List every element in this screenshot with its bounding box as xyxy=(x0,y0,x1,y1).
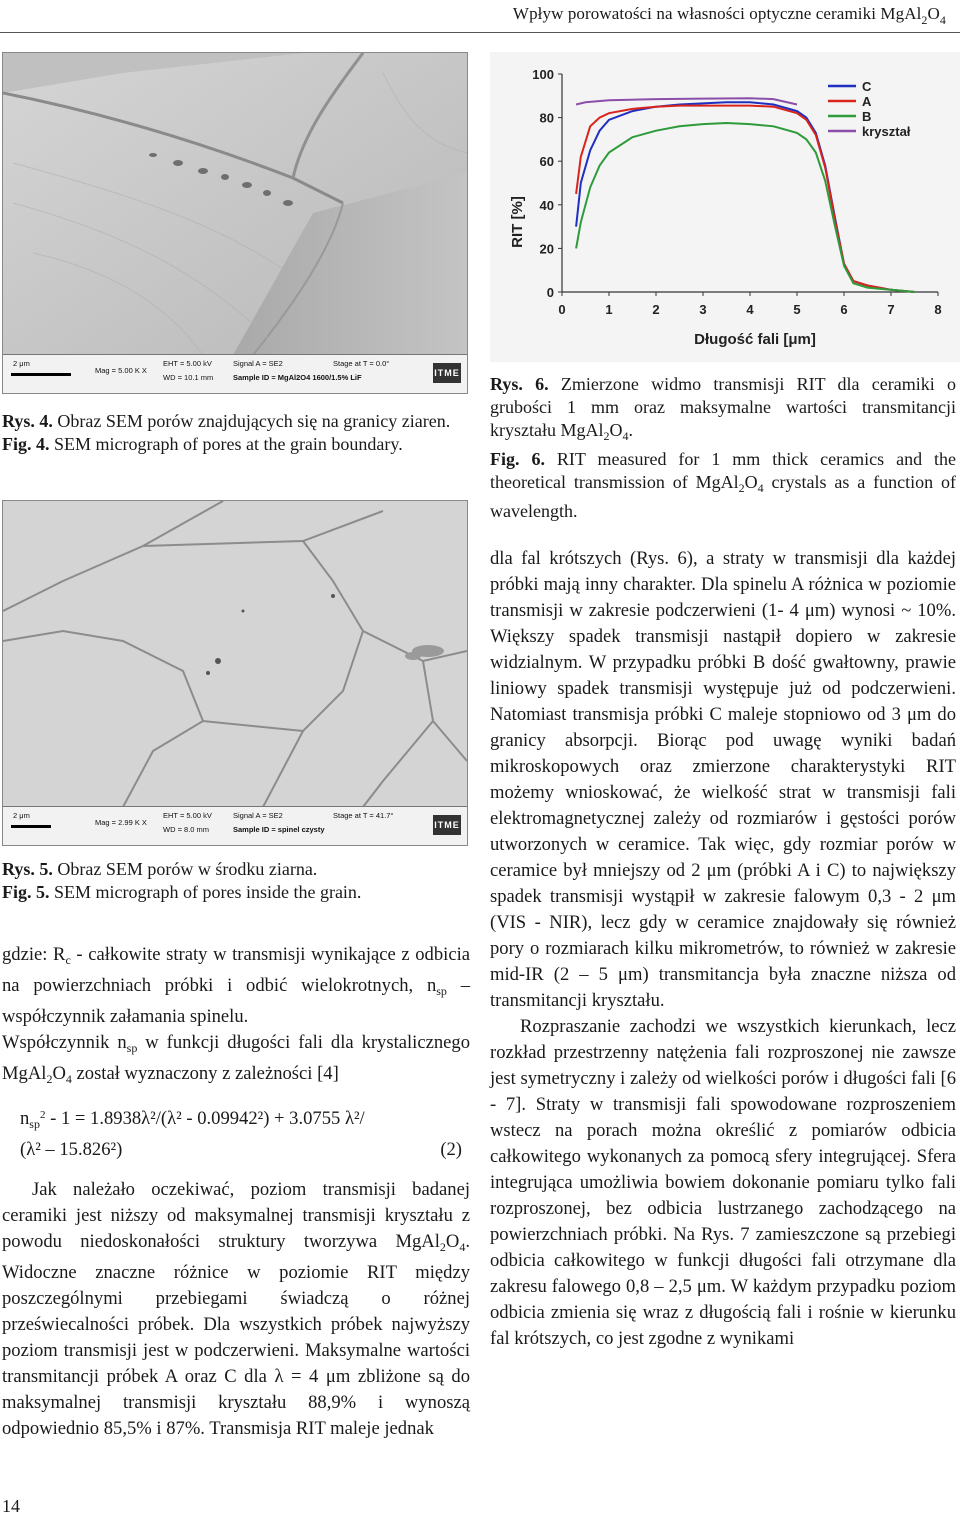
sem-grain-texture xyxy=(3,501,467,807)
wspolczynnik-paragraph: Współczynnik $n_{sp}$ w funkcji długości fali dla krystalicznego $MgAl_2O_4$ został wyznaczony z zależności [4] xyxy=(2,1032,470,1086)
x-tick-label: 2 xyxy=(652,302,660,317)
x-tick-label: 6 xyxy=(840,302,848,317)
legend-label-3: B xyxy=(862,109,872,124)
legend-label-1: C xyxy=(862,79,872,94)
sem-image-fig4 xyxy=(2,52,468,394)
page-number: 14 xyxy=(2,1496,20,1516)
fig5-caption-pl: Rys. 5. Obraz SEM porów w środku ziarna. xyxy=(2,859,318,879)
fig4-caption-pl: Rys. 4. Obraz SEM porów znajdujących się na granicy ziaren. xyxy=(2,411,451,431)
equation-line-2: (λ² – 15.826²) (2) xyxy=(2,1137,470,1163)
header-rule xyxy=(0,32,960,33)
right-paragraph-2: Rozpraszanie zachodzi we wszystkich kierunkach, lecz rozkład przestrzenny natężenia fali rozproszonej nie zawsze jest symetryczny i zależy od wielkości porów i długości fali [6 - 7]. Straty w transmisji fali spowodowane rozproszeniem wstecz na porach można określić z pomiarów odbicia całkowitego wykonanych za pomocą sfery integrującej. Sfera integrująca umożliwia bowiem dokonanie pomiaru tylko fali rozproszonej, bez odbicia lustrzanego zachodzącego na powierzchniach próbki. Na Rys. 7 zamieszczone są przebiegi odbicia całkowitego w funkcji długości fali otrzymane dla zakresu falowego 0,8 – 2,5 μm. W każdym przypadku poziom odbicia zmienia się wraz z długością fali i rośnie w kierunku fal krótszych, co jest zgodne z wynikami xyxy=(490,1016,956,1349)
right-column xyxy=(490,546,956,1352)
fig4-caption-en: Fig. 4. SEM micrograph of pores at the grain boundary. xyxy=(2,434,403,454)
eht-label: EHT = 5.00 kV xyxy=(163,811,212,820)
scale-label: 2 μm xyxy=(13,811,30,820)
discussion-paragraph: Jak należało oczekiwać, poziom transmisji badanej ceramiki jest niższy od maksymalnej transmisji kryształu z powodu niedoskonałości struktury tworzywa $MgAl_2O_4$. Widoczne znaczne różnice w poziomie RIT między poszczególnymi przebiegami świadczą o różnej przeświecalności próbek. Dla wszystkich próbek najwyższy poziom transmisji jest w podczerwieni. Maksymalne wartości transmitancji próbek A oraz C dla λ = 4 μm zbliżone są do maksymalnej transmisji kryształu 88,9% i wynoszą odpowiednio 85,5% i 87%. Transmisja RIT maleje jednak xyxy=(2,1179,470,1439)
sample-label: Sample ID = MgAl2O4 1600/1.5% LiF xyxy=(233,373,362,382)
mag-label: Mag = 5.00 K X xyxy=(95,366,147,375)
gdzie-paragraph: gdzie: $R_c$ - całkowite straty w transmisji wynikające z odbicia na powierzchniach próbki i odbić wielokrotnych, $n_{sp}$ – współczynnik załamania spinelu. xyxy=(2,944,470,1027)
legend-label-2: A xyxy=(862,94,872,109)
signal-label: Signal A = SE2 xyxy=(233,811,283,820)
left-column xyxy=(2,942,470,1442)
scale-bar xyxy=(11,373,71,376)
itme-logo: ITME xyxy=(433,815,461,835)
mag-label: Mag = 2.99 K X xyxy=(95,818,147,827)
plot-area xyxy=(562,74,938,292)
x-tick-label: 8 xyxy=(934,302,942,317)
equation-line-1: $n_{sp}^2 - 1 = 1.8938\lambda^2/(\lambda^2 - 0.09942^2) + 3.0755$ λ²/ xyxy=(20,1108,365,1131)
y-tick-label: 80 xyxy=(539,110,554,126)
y-tick-label: 100 xyxy=(532,67,554,82)
x-tick-label: 4 xyxy=(746,302,754,317)
stage-label: Stage at T = 41.7° xyxy=(333,811,394,820)
equation-number: (2) xyxy=(440,1139,462,1160)
scale-label: 2 μm xyxy=(13,359,30,368)
sem-info-bar-fig4 xyxy=(3,354,467,393)
fig5-caption-en: Fig. 5. SEM micrograph of pores inside the grain. xyxy=(2,882,362,902)
scale-bar xyxy=(11,825,51,828)
y-tick-label: 40 xyxy=(539,197,554,213)
right-paragraph-1: dla fal krótszych (Rys. 6), a straty w transmisji dla każdej próbki mają inny charakter. Dla spinelu A różnica w poziomie transmisji w zakresie podczerwieni (1- 4 μm) wynosi ~ 10%. Większy spadek transmisji nastąpił dopiero w zakresie widzialnym. W przypadku próbki B dość gwałtowny, prawie liniowy spadek transmisji występuje już od podczerwieni. Natomiast transmisja próbki C maleje stopniowo od 3 μm do granicy absorpcji. Biorąc pod uwagę wyniki badań mikroskopowych oraz zmierzone charakterystyki RIT możemy wnioskować, że wielkość strat w transmisji fali elektromagnetycznej zależy od rozmiarów i gęstości porów utworzonych w ceramice. Tak więc, gdy rozmiar porów w ceramice był mniejszy od 2 μm (próbki A i C) to największy spadek transmisji wystąpił w zakresie falowym 0,3 - 2 μm (VIS - NIR), lecz gdy w ceramice znajdowały się również pory o rozmiarach kilku mikrometrów, to również w zakresie mid-IR (2 – 5 μm) transmitancja była znaczne niższa od transmitancji kryształu. xyxy=(490,548,956,1011)
wd-label: WD = 10.1 mm xyxy=(163,373,214,382)
fig4-caption xyxy=(2,410,472,456)
legend-label-4: kryształ xyxy=(862,124,911,139)
rit-chart xyxy=(490,52,960,362)
wd-label: WD = 8.0 mm xyxy=(163,825,210,834)
rit-chart-svg xyxy=(490,52,960,362)
y-tick-label: 20 xyxy=(539,241,554,257)
y-tick-label: 0 xyxy=(546,285,554,300)
y-tick-label: 60 xyxy=(539,154,554,170)
x-tick-label: 1 xyxy=(605,302,613,317)
fig6-caption xyxy=(490,373,956,523)
x-tick-label: 5 xyxy=(793,302,801,317)
signal-label: Signal A = SE2 xyxy=(233,359,283,368)
x-axis-label: Długość fali [μm] xyxy=(694,331,816,348)
eht-label: EHT = 5.00 kV xyxy=(163,359,212,368)
sample-label: Sample ID = spinel czysty xyxy=(233,825,325,834)
running-header: Wpływ porowatości na własności optyczne ceramiki $MgAl_2O_4$ xyxy=(512,4,946,27)
itme-logo: ITME xyxy=(433,363,461,383)
fig6-caption-en: Fig. 6. RIT measured for 1 mm thick ceramics and the theoretical transmission of $MgAl_2O_4$ crystals as a function of wavelength. xyxy=(490,449,957,521)
x-tick-label: 3 xyxy=(699,302,707,317)
fig6-caption-pl: Rys. 6. Zmierzone widmo transmisji RIT dla ceramiki o grubości 1 mm oraz maksymalne wartości transmitancji kryształu $MgAl_2O_4$. xyxy=(490,374,956,443)
x-tick-label: 0 xyxy=(558,302,566,317)
sem-grain-boundary-texture xyxy=(3,53,467,355)
fig5-caption xyxy=(2,858,472,904)
x-tick-label: 7 xyxy=(887,302,895,317)
sem-image-fig5 xyxy=(2,500,468,846)
stage-label: Stage at T = 0.0° xyxy=(333,359,390,368)
y-axis-label: RIT [%] xyxy=(509,196,526,248)
sem-info-bar-fig5 xyxy=(3,806,467,845)
